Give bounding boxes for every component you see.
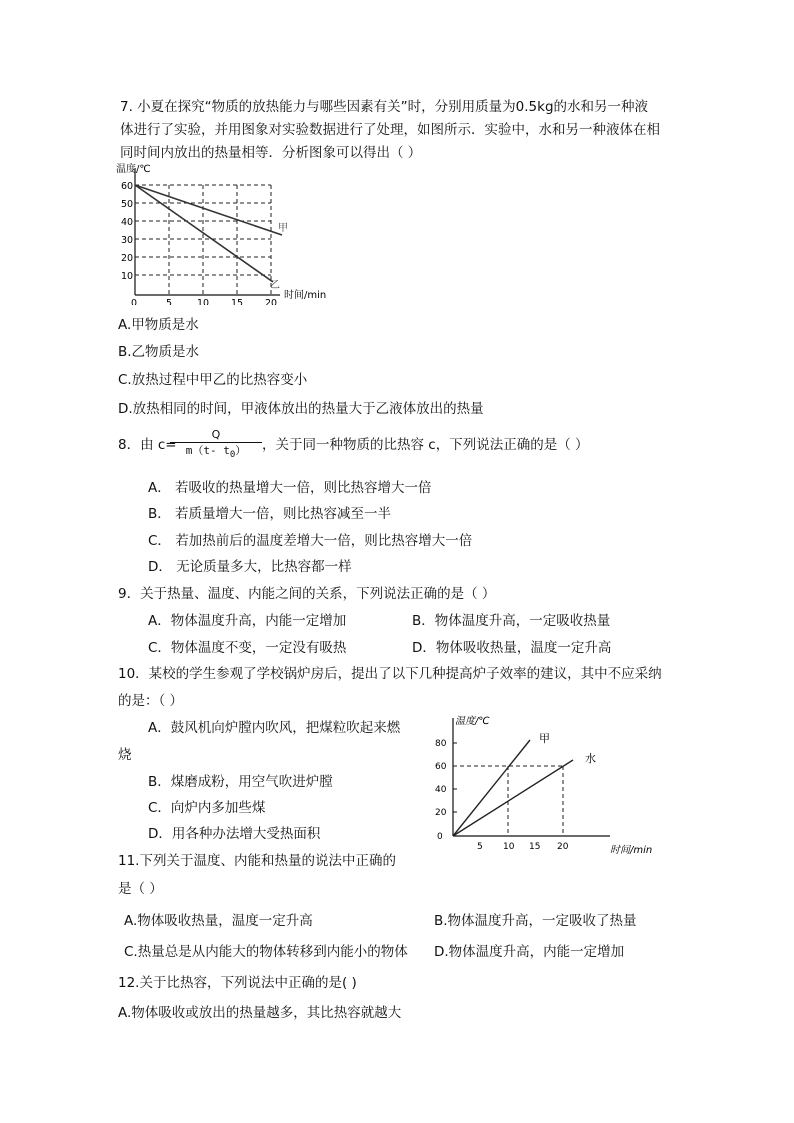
x-tick: 15 [231, 298, 244, 305]
x-tick: 0 [131, 298, 138, 305]
y-axis-label: 温度/℃ [455, 716, 490, 727]
y-tick: 80 [435, 739, 447, 749]
series-water-line [453, 760, 573, 836]
y-axis-label: 温度/℃ [116, 164, 151, 175]
q9-stem: 9．关于热量、温度、内能之间的关系，下列说法正确的是（ ） [118, 586, 496, 602]
x-axis-label: 时间/min [610, 845, 653, 856]
y-tick: 50 [121, 199, 134, 210]
q7-option-b: B.乙物质是水 [118, 344, 200, 360]
q7-option-c: C.放热过程中甲乙的比热容变小 [118, 372, 308, 388]
q10-option-b: B．煤磨成粉，用空气吹进炉膛 [148, 774, 333, 790]
q8-fraction [170, 428, 262, 463]
q8-suffix: ，关于同一种物质的比热容 c，下列说法正确的是（ ） [262, 437, 589, 453]
x-tick: 10 [197, 298, 210, 305]
q11-option-c: C.热量总是从内能大的物体转移到内能小的物体 [124, 944, 408, 960]
q11-option-a: A.物体吸收热量，温度一定升高 [124, 913, 313, 929]
series-jia-label: 甲 [278, 223, 288, 234]
cooling-graph-1 [110, 160, 340, 305]
x-tick: 20 [265, 298, 278, 305]
series-yi-label: 乙 [270, 280, 280, 291]
y-tick: 60 [121, 181, 134, 192]
q8-numerator: Q [211, 428, 221, 441]
q8-prefix: 8．由 c= [118, 437, 177, 453]
y-tick: 40 [435, 785, 447, 795]
q8-option-a: A． 若吸收的热量增大一倍，则比热容增大一倍 [148, 480, 432, 496]
q11-stem-line1: 11.下列关于温度、内能和热量的说法中正确的 [118, 853, 396, 869]
x-tick: 15 [529, 842, 541, 852]
q8-denominator: m（t- $t_0$） [185, 444, 247, 461]
q8-option-b: B． 若质量增大一倍，则比热容减至一半 [148, 506, 392, 522]
series-jia-line [135, 185, 282, 235]
x-tick: 10 [503, 842, 515, 852]
q11-option-d: D.物体温度升高，内能一定增加 [434, 944, 625, 960]
y-tick: 20 [121, 253, 134, 264]
q12-stem: 12.关于比热容，下列说法中正确的是( ) [118, 975, 357, 991]
q9-option-b: B．物体温度升高，一定吸收热量 [412, 613, 611, 629]
series-water-label: 水 [585, 752, 596, 765]
y-tick: 30 [121, 235, 134, 246]
q9-option-d: D．物体吸收热量，温度一定升高 [412, 640, 612, 656]
x-axis-label: 时间/min [284, 290, 327, 301]
q9-option-a: A．物体温度升高，内能一定增加 [148, 613, 347, 629]
series-jia-label: 甲 [539, 732, 550, 745]
q7-option-d: D.放热相同的时间，甲液体放出的热量大于乙液体放出的热量 [118, 401, 484, 417]
y-tick: 0 [437, 832, 443, 842]
series-jia-line [453, 740, 530, 836]
series-yi-line [135, 185, 273, 282]
q11-stem-line2: 是（ ） [118, 881, 163, 897]
q10-stem-line1: 10．某校的学生参观了学校锅炉房后，提出了以下几种提高炉子效率的建议，其中不应采纳 [118, 666, 662, 682]
grid [135, 185, 271, 295]
q8-option-c: C． 若加热前后的温度差增大一倍，则比热容增大一倍 [148, 533, 473, 549]
y-tick: 10 [121, 271, 134, 282]
q7-stem-line2: 体进行了实验，并用图象对实验数据进行了处理，如图所示．实验中，水和另一种液体在相 [120, 122, 660, 138]
q7-stem-line3: 同时间内放出的热量相等．分析图象可以得出（ ） [120, 145, 422, 161]
heating-graph-2 [425, 712, 670, 860]
q10-option-a: A．鼓风机向炉膛内吹风，把煤粒吹起来燃 [148, 720, 401, 736]
q10-option-d: D．用各种办法增大受热面积 [148, 826, 321, 842]
q12-option-a: A.物体吸收或放出的热量越多，其比热容就越大 [118, 1005, 402, 1021]
q10-option-a-cont: 烧 [118, 747, 132, 763]
q9-option-c: C．物体温度不变，一定没有吸热 [148, 640, 347, 656]
x-tick: 5 [477, 842, 483, 852]
q10-stem-line2: 的是：（ ） [118, 693, 184, 709]
y-tick: 40 [121, 217, 134, 228]
x-tick: 5 [166, 298, 173, 305]
y-tick: 60 [435, 762, 447, 772]
q7-option-a: A.甲物质是水 [118, 317, 199, 333]
y-tick: 20 [435, 808, 447, 818]
q10-option-c: C．向炉内多加些煤 [148, 800, 266, 816]
q8-option-d: D． 无论质量多大，比热容都一样 [148, 559, 352, 575]
q11-option-b: B.物体温度升高，一定吸收了热量 [434, 913, 637, 929]
q7-stem-line1: 7. 小夏在探究“物质的放热能力与哪些因素有关”时，分别用质量为0.5kg的水和另一种液 [120, 99, 649, 115]
x-tick: 20 [557, 842, 569, 852]
